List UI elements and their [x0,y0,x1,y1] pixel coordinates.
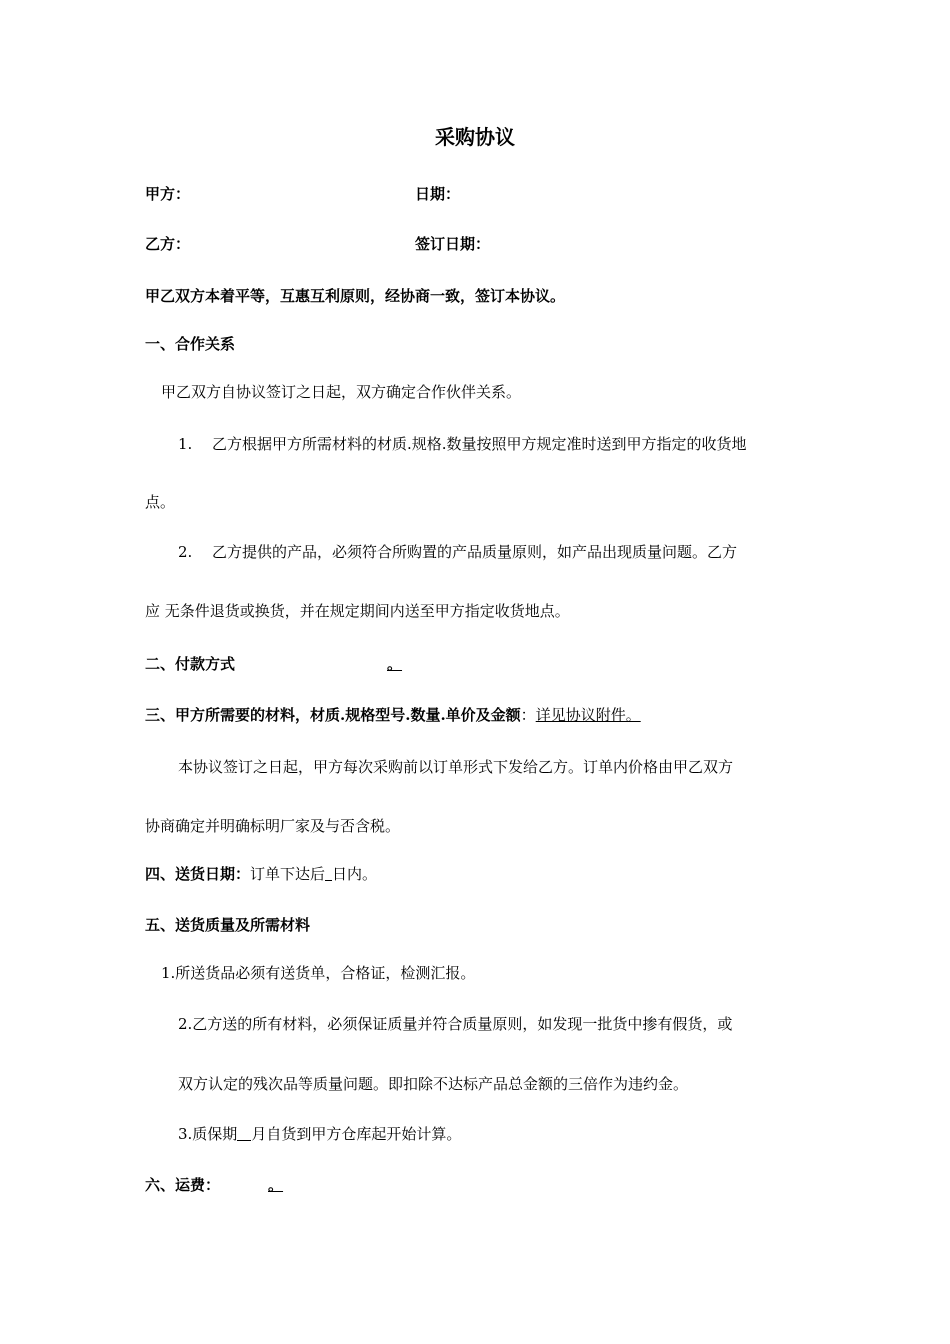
section-3-paragraph: 本协议签订之日起，甲方每次采购前以订单形式下发给乙方。订单内价格由甲乙双方 [178,758,734,776]
section-3-paragraph-cont: 协商确定并明确标明厂家及与否含税。 [145,817,401,835]
section-3-line: 三、甲方所需要的材料，材质.规格型号.数量.单价及金额：详见协议附件。 [145,706,641,724]
item-text: 乙方根据甲方所需材料的材质.规格.数量按照甲方规定准时送到甲方指定的收货地 [212,435,747,453]
section-5-item-3: 3.质保期 月自货到甲方仓库起开始计算。 [178,1125,462,1143]
section-1-heading: 一、合作关系 [145,335,236,353]
section-5-item-2-cont: 双方认定的残次品等质量问题。即扣除不达标产品总金额的三倍作为违约金。 [178,1075,689,1093]
freight-blank: 。 [268,1176,284,1194]
party-a-label: 甲方： [145,185,191,203]
warranty-months-blank [237,1125,251,1141]
section-6-heading: 六、运费 [145,1176,206,1194]
section-1-item-2-cont: 应 无条件退货或换货，并在规定期间内送至甲方指定收货地点。 [145,602,570,620]
section-3-heading: 三、甲方所需要的材料，材质.规格型号.数量.单价及金额 [145,706,521,724]
section-1-item-1 [178,434,747,454]
section-1-item-1-cont: 点。 [145,493,176,511]
item-text: 乙方提供的产品，必须符合所购置的产品质量原则，如产品出现质量问题。乙方 [212,543,738,561]
section-5-item-1: 1.所送货品必须有送货单，合格证，检测汇报。 [161,964,476,982]
section-4-line: 四、送货日期：订单下达后 日内。 [145,865,378,883]
payment-blank: 。 [387,655,403,673]
section-5-heading: 五、送货质量及所需材料 [145,916,311,934]
section-4-heading: 四、送货日期 [145,865,236,883]
section-5-item-2: 2.乙方送的所有材料，必须保证质量并符合质量原则，如发现一批货中掺有假货，或 [178,1015,733,1033]
item-number: 1. [178,435,193,453]
section-1-intro: 甲乙双方自协议签订之日起，双方确定合作伙伴关系。 [161,383,522,401]
date-label: 日期： [415,185,461,203]
sign-date-label: 签订日期： [415,235,491,253]
party-b-label: 乙方： [145,235,191,253]
section-2-line [145,654,410,674]
item-number: 2. [178,543,193,561]
section-6-line: 六、运费： 。 [145,1175,291,1195]
document-title: 采购协议 [435,125,515,149]
delivery-days-blank [325,865,332,881]
preamble: 甲乙双方本着平等，互惠互利原则，经协商一致，签订本协议。 [145,287,566,305]
section-1-item-2 [178,542,737,562]
section-2-heading: 二、付款方式 [145,655,236,673]
attachment-link[interactable]: 详见协议附件。 [535,706,641,724]
